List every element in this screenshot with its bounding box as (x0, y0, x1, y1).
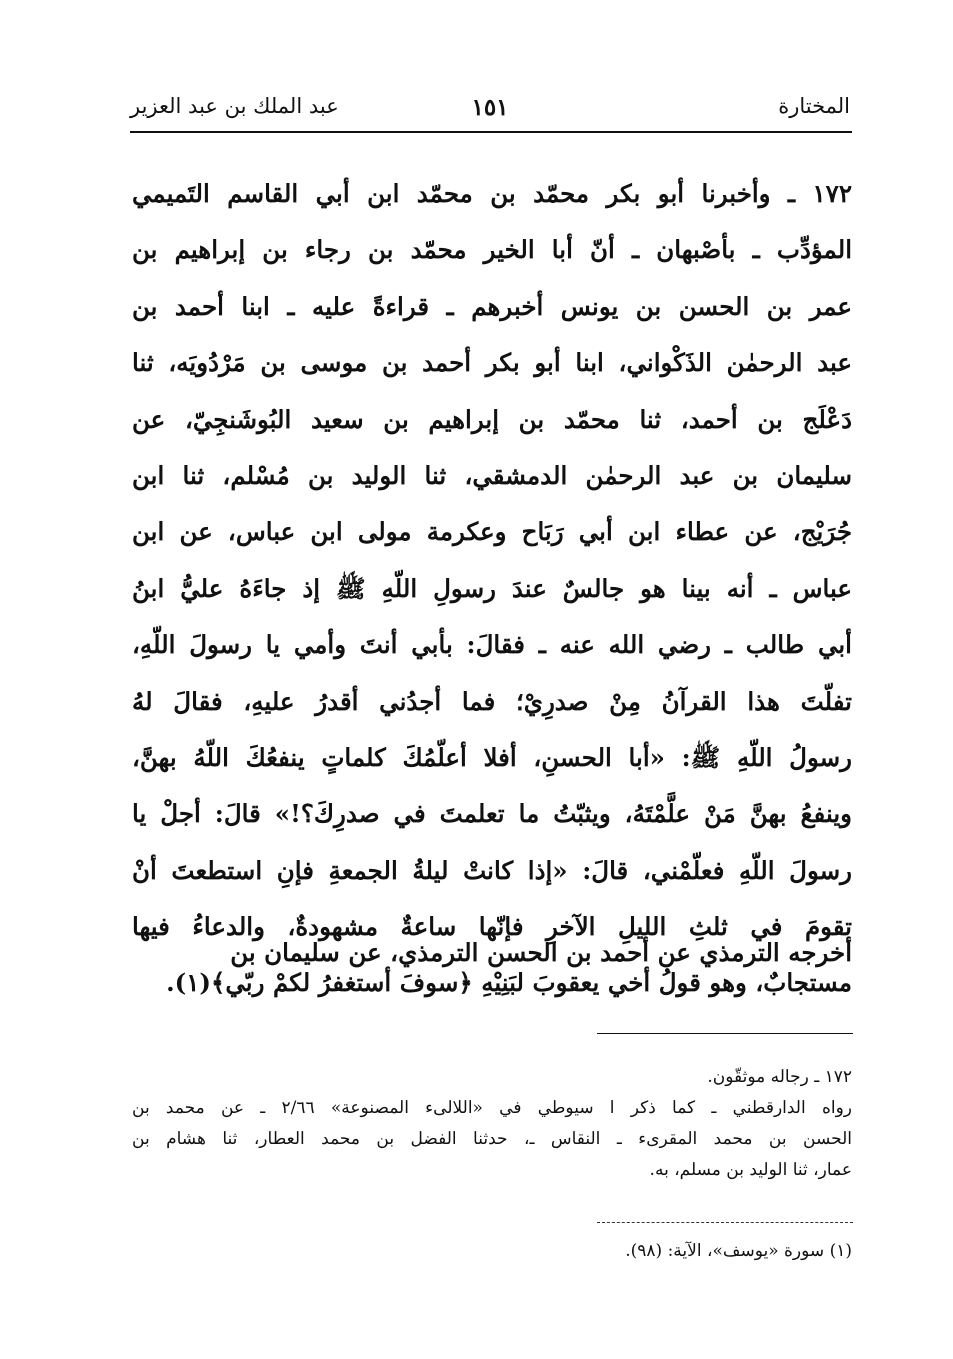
text-line: المؤدِّب ـ بأصْبهان ـ أنّ أبا الخير محمّد بن رجاء بن إبراهيم بن (132, 235, 852, 265)
footnote-line: عمار، ثنا الوليد بن مسلم، به. (649, 1160, 852, 1180)
text-line: سليمان بن عبد الرحمٰن الدمشقي، ثنا الوليد بن مُسْلم، ثنا ابن (132, 460, 852, 490)
footnotes (132, 1062, 852, 1186)
footnote-dashed-separator (597, 1222, 853, 1223)
text-line: رسولُ اللّهِ ﷺ: «أبا الحسنِ، أفلا أعلّمُكَ كلماتٍ ينفعُكَ اللّهُ بهنَّ، (132, 742, 852, 772)
section-title: عبد الملك بن عبد العزير (130, 94, 339, 118)
footnote-line: ١٧٢ ـ رجاله موثقّون. (707, 1067, 852, 1087)
text-line: مستجابٌ، وهو قولُ أخي يعقوبَ لبَنِيْهِ ﴿سوفَ أستغفرُ لكمْ ربّي﴾(١). (166, 968, 852, 998)
text-line: ١٧٢ ـ وأخبرنا أبو بكر محمّد بن محمّد ابن أبي القاسم التَميمي (132, 179, 852, 208)
text-line: وينفعُ بهنَّ مَنْ علَّمْتَهُ، ويثبّتُ ما تعلمتَ في صدرِكَ؟!» قالَ: أجلْ يا (132, 799, 852, 829)
verse-footnote: (١) سورة «يوسف»، الآية: (٩٨). (625, 1241, 852, 1261)
footnote-line: رواه الدارقطني ـ كما ذكر ا سيوطي في «اللالىء المصنوعة» ٢/٦٦ ـ عن محمد بن (132, 1098, 852, 1118)
text-line: جُرَيْج، عن عطاء ابن أبي رَبَاح وعكرمة مولى ابن عباس، عن ابن (132, 517, 852, 547)
text-line: تقومَ في ثلثِ الليلِ الآخرِ فإنّها ساعةٌ مشهودةٌ، والدعاءُ فيها (132, 912, 852, 942)
text-line: رسولَ اللّهِ فعلّمْني، قالَ: «إذا كانتْ ليلةُ الجمعةِ فإنِ استطعتَ أنْ (132, 855, 852, 885)
text-line: دَعْلَج بن أحمد، ثنا محمّد بن إبراهيم بن سعيد البُوشَنجِيّ، عن (132, 404, 852, 434)
text-line: تفلّتَ هذا القرآنُ مِنْ صدرِيْ؛ فما أجدُني أقدرُ عليهِ، فقالَ لهُ (132, 686, 852, 716)
header-rule (130, 131, 852, 133)
book-title: المختارة (778, 94, 850, 118)
text-line: عبد الرحمٰن الذَكْواني، ابنا أبو بكر أحمد بن موسى بن مَرْدُويَه، ثنا (132, 348, 852, 378)
text-line: أبي طالب ـ رضي الله عنه ـ فقالَ: بأبي أنتَ وأمي يا رسولَ اللّهِ، (132, 630, 852, 660)
running-header (130, 88, 850, 128)
text-line: عمر بن الحسن بن يونس أخبرهم ـ قراءةً عليه ـ ابنا أحمد بن (132, 291, 852, 321)
page-number: ١٥١ (471, 94, 509, 121)
takhrij-line: أخرجه الترمذي عن أحمد بن الحسن الترمذي، عن سليمان بن (230, 938, 852, 967)
footnote-separator (597, 1033, 853, 1034)
text-line: عباس ـ أنه بينا هو جالسٌ عندَ رسولِ اللّهِ ﷺ إذ جاءَهُ عليُّ ابنُ (132, 573, 852, 603)
hadith-text (132, 166, 852, 1012)
footnote-line: الحسن بن محمد المقرىء ـ النقاس ـ، حدثنا الفضل بن محمد العطار، ثنا هشام بن (132, 1129, 852, 1149)
